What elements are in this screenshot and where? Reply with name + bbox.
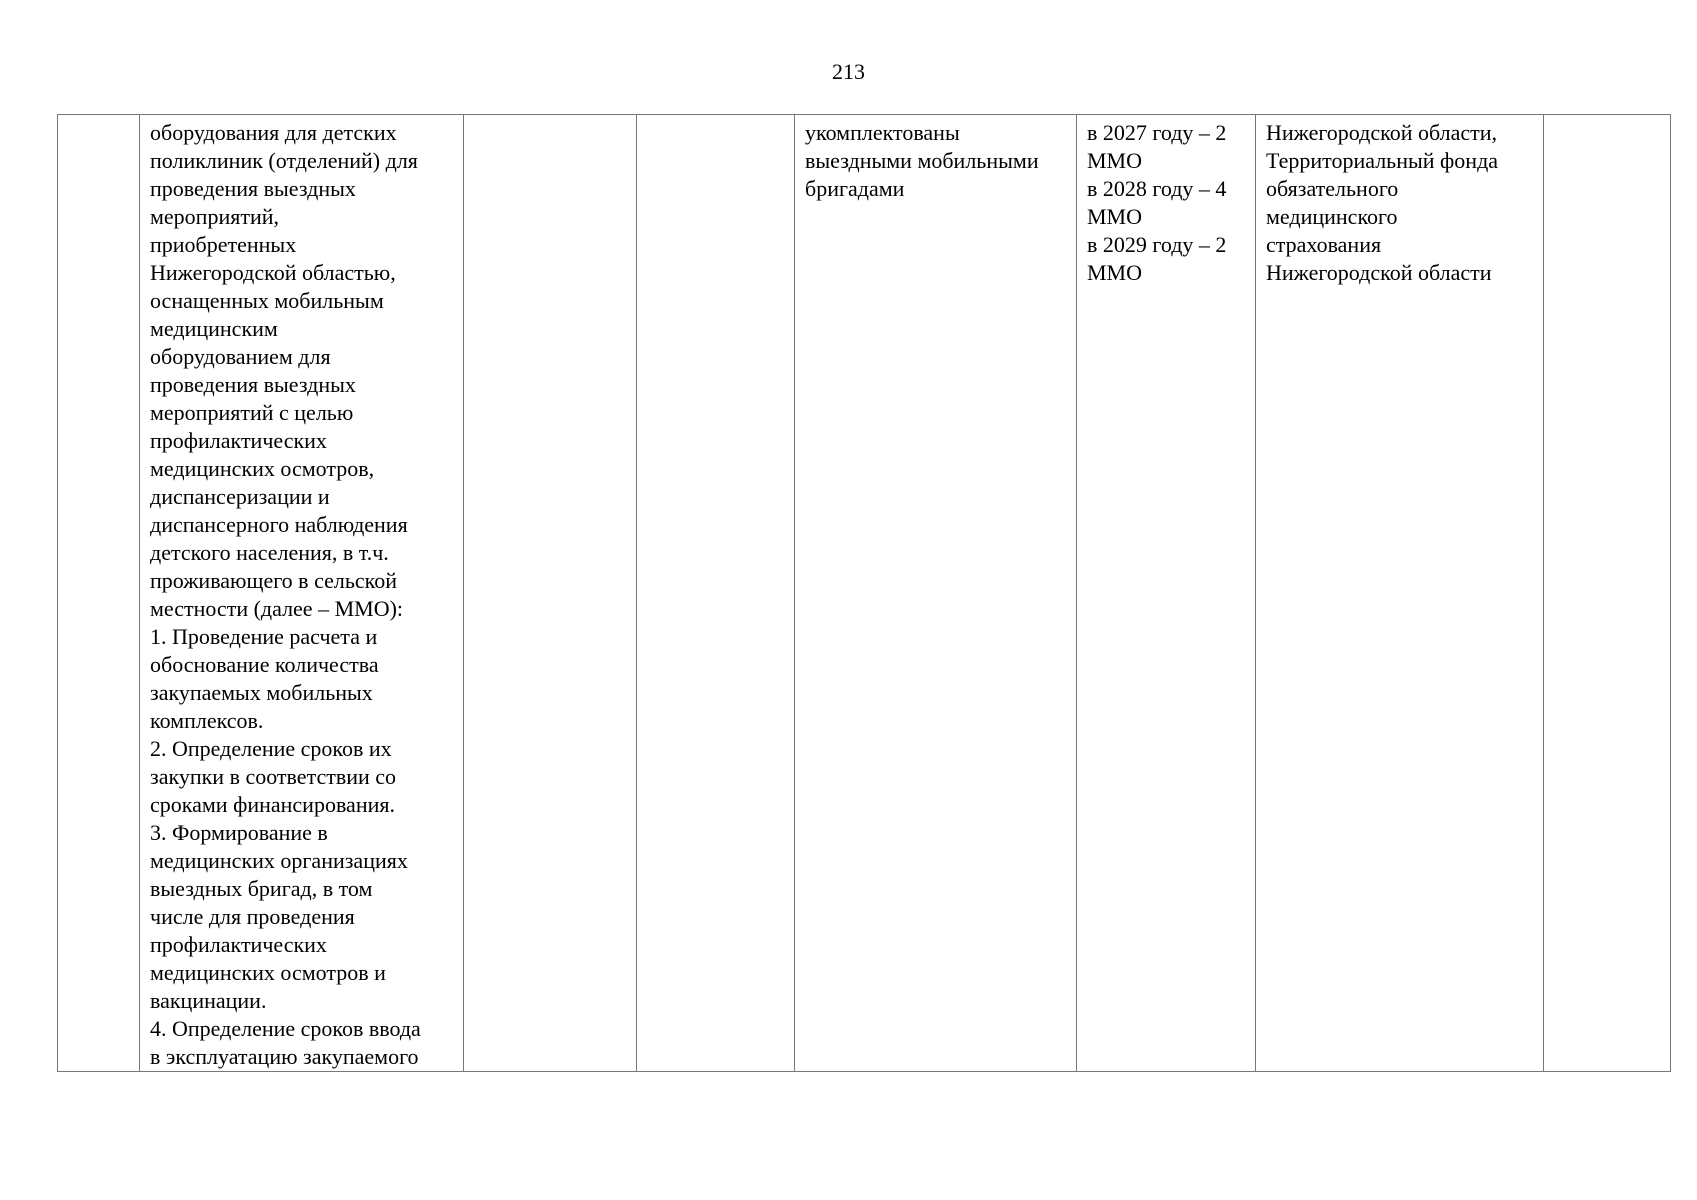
table-cell-number — [58, 115, 140, 1072]
table-cell-description: оборудования для детских поликлиник (отделений) для проведения выездных мероприятий, приобретенных Нижегородской областью, оснащенных мобильным медицинским оборудованием для проведения выездных мероприятий с целью профилактических медицинских осмотров, диспансеризации и диспансерного наблюдения детского населения, в т.ч. проживающего в сельской местности (далее – ММО): 1. Проведение расчета и обоснование количества закупаемых мобильных комплексов. 2. Определение сроков их закупки в соответствии со сроками финансирования. 3. Формирование в медицинских организациях выездных бригад, в том числе для проведения профилактических медицинских осмотров и вакцинации. 4. Определение сроков ввода в эксплуатацию закупаемого — [140, 115, 464, 1072]
table-row — [58, 115, 1671, 1072]
document-table — [57, 114, 1671, 1072]
table-cell-col8 — [1544, 115, 1671, 1072]
table-cell-col3 — [464, 115, 637, 1072]
table-cell-targets: в 2027 году – 2 ММО в 2028 году – 4 ММО в 2029 году – 2 ММО — [1077, 115, 1256, 1072]
table-cell-col4 — [637, 115, 795, 1072]
table-cell-result: укомплектованы выездными мобильными бригадами — [795, 115, 1077, 1072]
page-number: 213 — [832, 59, 865, 84]
table-cell-responsible: Нижегородской области, Территориальный фонда обязательного медицинского страхования Нижегородской области — [1256, 115, 1544, 1072]
